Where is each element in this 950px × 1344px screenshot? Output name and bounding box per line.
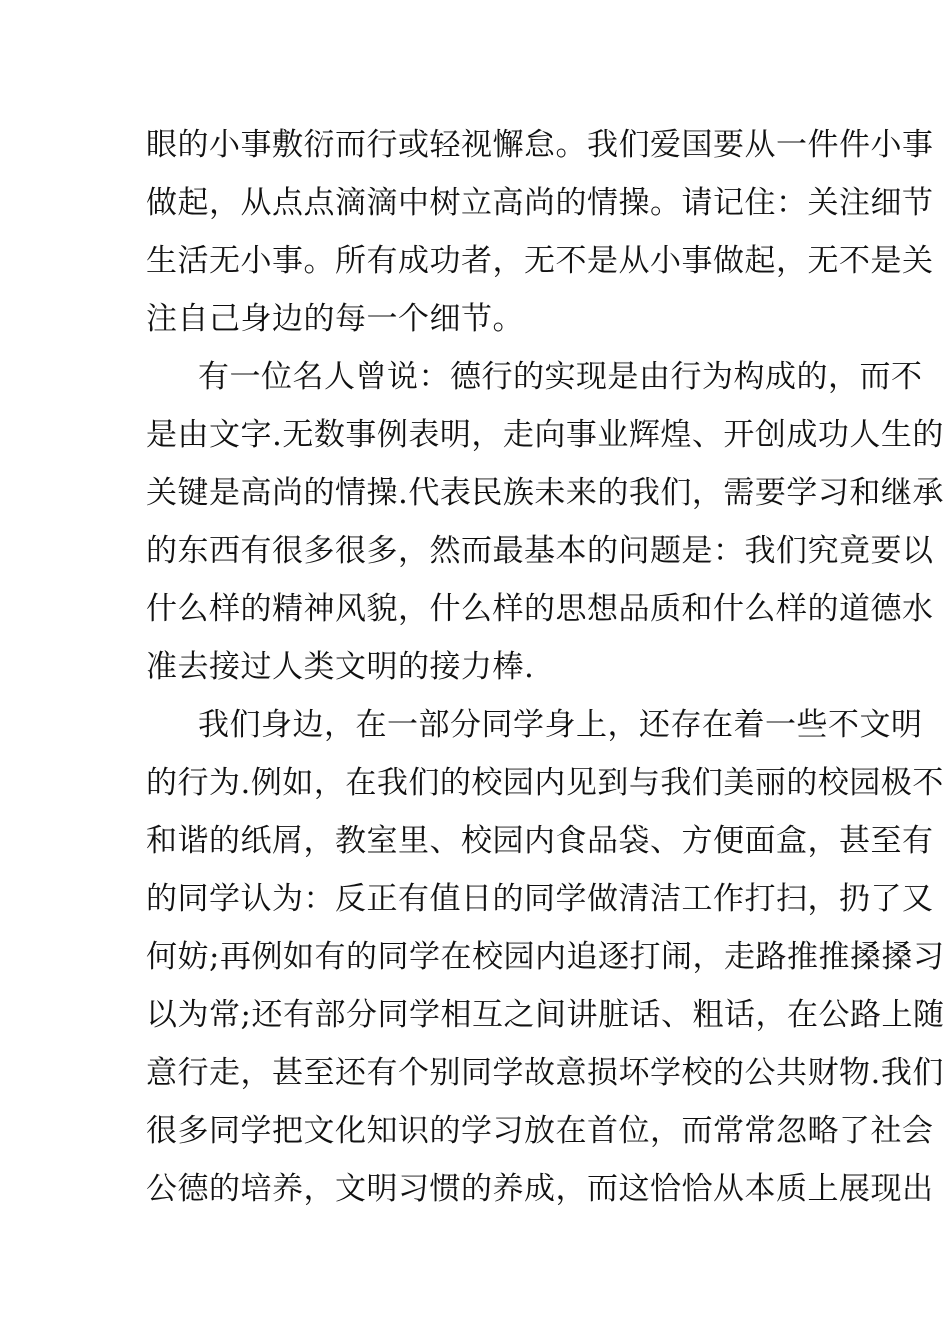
paragraph-line: 关键是高尚的情操.代表民族未来的我们，需要学习和继承 [146, 475, 944, 511]
paragraph-line: 公德的培养，文明习惯的养成，而这恰恰从本质上展现出 [146, 1171, 934, 1207]
paragraph-line: 准去接过人类文明的接力棒. [146, 649, 535, 685]
paragraph-line: 眼的小事敷衍而行或轻视懈怠。我们爱国要从一件件小事 [146, 127, 934, 163]
paragraph-3 [146, 696, 945, 1218]
paragraph-line: 以为常;还有部分同学相互之间讲脏话、粗话，在公路上随 [146, 997, 945, 1033]
paragraph-1 [146, 116, 934, 348]
paragraph-line: 注自己身边的每一个细节。 [146, 301, 524, 337]
paragraph-line: 我们身边，在一部分同学身上，还存在着一些不文明 [198, 707, 923, 743]
paragraph-line: 是由文字.无数事例表明，走向事业辉煌、开创成功人生的 [146, 417, 944, 453]
paragraph-line: 意行走，甚至还有个别同学故意损坏学校的公共财物.我们 [146, 1055, 944, 1091]
paragraph-line: 什么样的精神风貌，什么样的思想品质和什么样的道德水 [146, 591, 934, 627]
paragraph-line: 生活无小事。所有成功者，无不是从小事做起，无不是关 [146, 243, 934, 279]
paragraph-line: 做起，从点点滴滴中树立高尚的情操。请记住：关注细节 [146, 185, 934, 221]
paragraph-line: 的行为.例如，在我们的校园内见到与我们美丽的校园极不 [146, 765, 944, 801]
paragraph-line: 的东西有很多很多，然而最基本的问题是：我们究竟要以 [146, 533, 934, 569]
paragraph-line: 有一位名人曾说：德行的实现是由行为构成的，而不 [198, 359, 923, 395]
paragraph-line: 何妨;再例如有的同学在校园内追逐打闹，走路推推搡搡习 [146, 939, 945, 975]
paragraph-2 [146, 348, 944, 696]
paragraph-line: 和谐的纸屑，教室里、校园内食品袋、方便面盒，甚至有 [146, 823, 934, 859]
paragraph-line: 很多同学把文化知识的学习放在首位，而常常忽略了社会 [146, 1113, 934, 1149]
body-text [146, 116, 945, 1218]
paragraph-line: 的同学认为：反正有值日的同学做清洁工作打扫，扔了又 [146, 881, 934, 917]
